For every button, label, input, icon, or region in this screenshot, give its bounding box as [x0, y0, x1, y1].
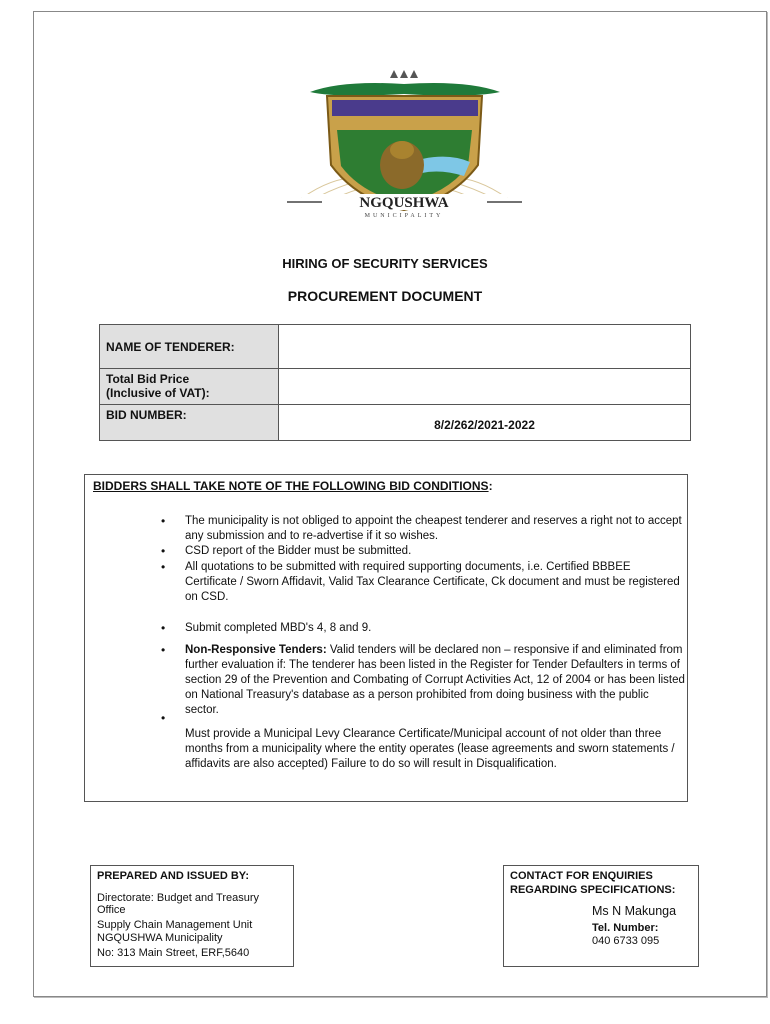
- bullet-icon: •: [161, 514, 166, 528]
- bullet-icon: •: [161, 544, 166, 558]
- bullet-icon: •: [161, 711, 166, 725]
- total-bid-price-field[interactable]: [279, 369, 691, 405]
- bid-number-label: BID NUMBER:: [100, 405, 279, 441]
- bid-conditions-box: [84, 474, 688, 802]
- bid-number-value: 8/2/262/2021-2022: [279, 405, 691, 441]
- prepared-by-line: Office: [97, 904, 126, 916]
- condition-item: • Submit completed MBD's 4, 8 and 9.: [161, 621, 372, 635]
- contact-name: Ms N Makunga: [592, 904, 677, 918]
- bullet-icon: •: [161, 643, 166, 657]
- bullet-icon: •: [161, 621, 166, 635]
- municipal-crest-logo: [282, 70, 527, 220]
- condition-item: • The municipality is not obliged to appoint the cheapest tenderer and reserves a right not to accept any submission and to re-advertise if it so wishes.: [161, 514, 682, 542]
- prepared-by-line: Directorate: Budget and Treasury: [97, 892, 260, 904]
- bid-conditions-heading: BIDDERS SHALL TAKE NOTE OF THE FOLLOWING BID CONDITIONS:: [93, 479, 493, 493]
- tel-number: 040 6733 095: [592, 935, 660, 947]
- total-bid-price-label-line2: (Inclusive of VAT):: [106, 386, 210, 400]
- total-bid-price-label-line1: Total Bid Price: [106, 372, 190, 386]
- prepared-by-heading: PREPARED AND ISSUED BY:: [97, 870, 249, 882]
- condition-item: • All quotations to be submitted with required supporting documents, i.e. Certified BBBEE Certificate / Sworn Affidavit, Valid Tax Clearance Certificate, Ck document and must be registered on CSD.: [161, 560, 680, 603]
- tel-label: Tel. Number:: [592, 922, 659, 934]
- prepared-by-line: NGQUSHWA Municipality: [97, 932, 223, 944]
- prepared-by-box: [90, 865, 294, 967]
- prepared-by-line: Supply Chain Management Unit: [97, 919, 253, 931]
- document-title: HIRING OF SECURITY SERVICES: [282, 256, 488, 271]
- condition-item: • Non-Responsive Tenders: Valid tenders will be declared non – responsive if and eliminated from further evaluation if: The tenderer has been listed in the Register for Tender Defaulters in terms of section 29 of the Prevention and Combating of Corrupt Activities Act, 12 of 2004 or has been listed on National Treasury's database as a person prohibited from doing business with the public sector.: [161, 643, 685, 716]
- name-of-tenderer-field[interactable]: [279, 325, 691, 369]
- prepared-by-line: No: 313 Main Street, ERF,5640: [97, 947, 250, 959]
- document-subtitle: PROCUREMENT DOCUMENT: [287, 288, 483, 304]
- logo-sub: MUNICIPALITY: [364, 213, 444, 219]
- bullet-icon: •: [161, 560, 166, 574]
- condition-item: • CSD report of the Bidder must be submitted.: [161, 544, 412, 558]
- contact-heading: CONTACT FOR ENQUIRIES REGARDING SPECIFICATIONS:: [510, 870, 676, 896]
- name-of-tenderer-label: NAME OF TENDERER:: [100, 325, 279, 369]
- condition-trailing-text: Must provide a Municipal Levy Clearance Certificate/Municipal account of not older than three months from a municipality where the entity operates (lease agreements and sworn statements / affidavits are also accepted) Failure to do so will result in Disqualification.: [185, 728, 675, 770]
- total-bid-price-label: [100, 369, 279, 405]
- tenderer-info-table: [99, 324, 691, 441]
- logo-name: NGQUSHWA: [359, 195, 449, 211]
- contact-box: [503, 865, 699, 967]
